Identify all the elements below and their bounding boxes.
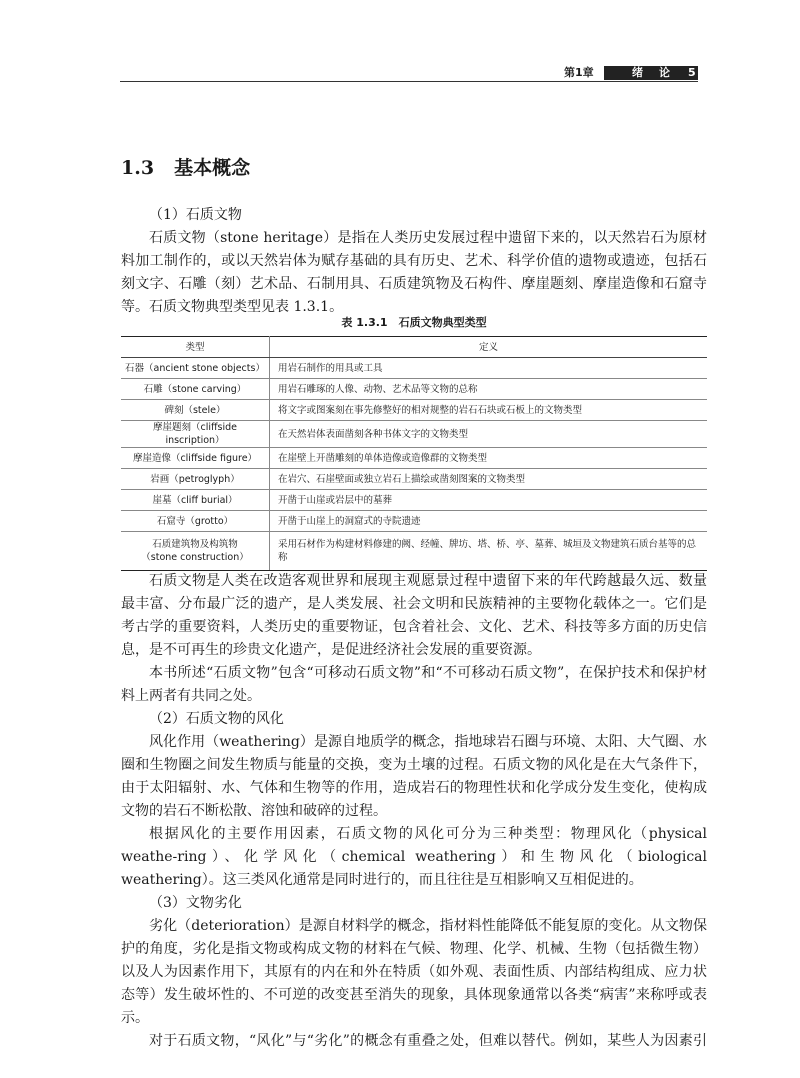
paragraph: 劣化（deterioration）是源自材料学的概念，指材料性能降低不能复原的变化。从文物保护的角度，劣化是指文物或构成文物的材料在气候、物理、化学、机械、生物（包括微生物）以及人为因素作用下，其原有的内在和外在特质（如外观、表面性质、内部结构组成、应力状态等）发生破坏性的、不可逆的改变甚至消失的现象，具体现象通常以各类“病害”来称呼或表示。: [121, 918, 707, 1026]
type-cell: 岩画（petroglyph）: [121, 469, 270, 490]
type-cell: 石质建筑物及构筑物 （stone construction）: [121, 532, 270, 571]
definition-cell: 开凿于山崖上的洞窟式的寺院遗迹: [270, 511, 708, 532]
definition-cell: 在岩穴、石崖壁面或独立岩石上描绘或凿刻图案的文物类型: [270, 469, 708, 490]
table-header-row: [121, 337, 707, 358]
table-row: [121, 448, 707, 469]
column-header-type: 类型: [121, 337, 270, 358]
type-cell: 碑刻（stele）: [121, 400, 270, 421]
definition-cell: 在天然岩体表面凿刻各种书体文字的文物类型: [270, 421, 708, 448]
body-text: [121, 570, 707, 1053]
stone-heritage-types-table: [121, 336, 707, 571]
type-cell: 摩崖造像（cliffside figure）: [121, 448, 270, 469]
paragraph: 根据风化的主要作用因素，石质文物的风化可分为三种类型：物理风化（physical weathe-ring）、化学风化（chemical weathering）和生物风化（biological weathering）。这三类风化通常是同时进行的，而且往往是互相影响又互相促进的。: [121, 826, 707, 888]
section-title: 基本概念: [174, 157, 251, 179]
intro-text: [121, 204, 707, 319]
table-row: [121, 469, 707, 490]
table-row: [121, 511, 707, 532]
table-row: [121, 358, 707, 379]
running-head: [560, 66, 696, 80]
paragraph: 石质文物是人类在改造客观世界和展现主观愿景过程中遗留下来的年代跨越最久远、数量最丰富、分布最广泛的遗产，是人类发展、社会文明和民族精神的主要物化载体之一。它们是考古学的重要资料，人类历史的重要物证，包含着社会、文化、艺术、科技等多方面的历史信息，是不可再生的珍贵文化遗产，是促进经济社会发展的重要资源。: [121, 573, 707, 658]
header-rule: [120, 81, 698, 82]
table-caption: 表 1.3.1 石质文物典型类型: [341, 316, 487, 329]
paragraph: 对于石质文物，“风化”与“劣化”的概念有重叠之处，但难以替代。例如，某些人为因素引: [149, 1033, 707, 1049]
table-row: [121, 400, 707, 421]
paragraph: 风化作用（weathering）是源自地质学的概念，指地球岩石圈与环境、太阳、大气圈、水圈和生物圈之间发生物质与能量的交换，变为土壤的过程。石质文物的风化是在大气条件下，由于太阳辐射、水、气体和生物等的作用，造成岩石的物理性状和化学成分发生变化，使构成文物的岩石不断松散、溶蚀和破碎的过程。: [121, 734, 707, 819]
definition-cell: 用岩石雕琢的人像、动物、艺术品等文物的总称: [270, 379, 708, 400]
definition-cell: 将文字或图案刻在事先修整好的相对规整的岩石石块或石板上的文物类型: [270, 400, 708, 421]
chapter-title-bar: 绪论: [604, 66, 698, 80]
type-cell: 崖墓（cliff burial）: [121, 490, 270, 511]
table-row: [121, 421, 707, 448]
section-number: 1.3: [121, 157, 155, 179]
table-row: [121, 490, 707, 511]
type-cell: 石器（ancient stone objects）: [121, 358, 270, 379]
paragraph: 本书所述“石质文物”包含“可移动石质文物”和“不可移动石质文物”，在保护技术和保护材料上两者有共同之处。: [121, 665, 707, 704]
page-number: 5: [688, 66, 696, 79]
definition-cell: 在崖壁上开凿雕刻的单体造像或造像群的文物类型: [270, 448, 708, 469]
table-row: [121, 379, 707, 400]
type-cell: 摩崖题刻（cliffside inscription）: [121, 421, 270, 448]
definition-cell: 开凿于山崖或岩层中的墓葬: [270, 490, 708, 511]
section-heading: [121, 156, 250, 180]
paragraph: 石质文物（stone heritage）是指在人类历史发展过程中遗留下来的，以天然岩石为原材料加工制作的，或以天然岩体为赋存基础的具有历史、艺术、科学价值的遗物或遗迹，包括石刻文字、石雕（刻）艺术品、石制用具、石质建筑物及石构件、摩崖题刻、摩崖造像和石窟寺等。石质文物典型类型见表 1.3.1。: [121, 230, 707, 315]
table-row: [121, 532, 707, 571]
type-cell: 石雕（stone carving）: [121, 379, 270, 400]
definition-cell: 用岩石制作的用具或工具: [270, 358, 708, 379]
chapter-number: 第1章: [564, 66, 594, 79]
subsection-heading-3: （3）文物劣化: [149, 895, 242, 911]
column-header-definition: 定义: [270, 337, 708, 358]
definition-cell: 采用石材作为构建材料修建的阙、经幢、牌坊、塔、桥、亭、墓葬、城垣及文物建筑石质台基等的总称: [270, 532, 708, 571]
subsection-heading-1: （1）石质文物: [149, 207, 242, 223]
type-cell: 石窟寺（grotto）: [121, 511, 270, 532]
subsection-heading-2: （2）石质文物的风化: [149, 711, 284, 727]
